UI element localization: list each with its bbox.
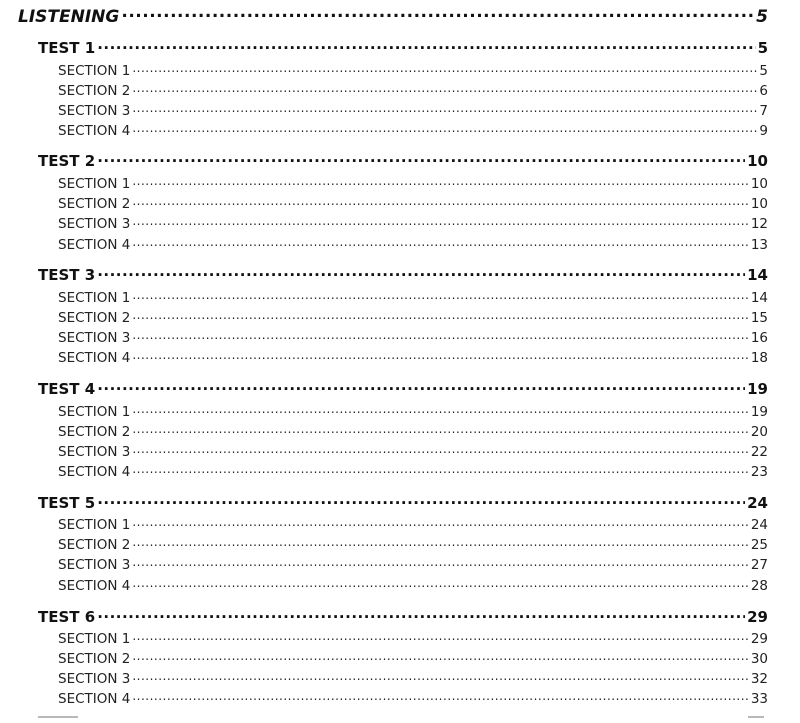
toc-test-1-section-1[interactable] [58, 61, 768, 80]
toc-leader [132, 629, 748, 643]
toc-page-number: 10 [747, 152, 768, 170]
toc-leader [132, 348, 748, 362]
toc-leader [132, 442, 748, 456]
toc-section-label: SECTION 1 [58, 516, 131, 533]
toc-leader [132, 235, 748, 249]
toc-section-label: SECTION 3 [58, 443, 131, 460]
toc-test-6-section-2[interactable] [58, 649, 768, 668]
toc-page-number: 29 [747, 608, 768, 626]
toc-section-label: SECTION 3 [58, 215, 131, 232]
toc-test-1-section-2[interactable] [58, 81, 768, 100]
toc-page-number: 24 [747, 494, 768, 512]
toc-leader [132, 174, 748, 188]
toc-leader [97, 265, 745, 280]
toc-test-3[interactable] [38, 265, 768, 285]
cropped-next-entry [38, 716, 78, 722]
toc-test-1-section-3[interactable] [58, 101, 768, 120]
toc-page-number: 7 [759, 102, 768, 119]
toc-test-2[interactable] [38, 151, 768, 171]
toc-page-number: 25 [750, 536, 768, 553]
toc-section-label: SECTION 2 [58, 650, 131, 667]
toc-section-label: SECTION 2 [58, 195, 131, 212]
toc-leader [97, 151, 745, 166]
toc-leader [132, 576, 748, 590]
toc-leader [97, 379, 745, 394]
toc-section-label: SECTION 1 [58, 403, 131, 420]
toc-leader [97, 38, 755, 53]
toc-test-5-section-3[interactable] [58, 555, 768, 574]
toc-test-4-section-4[interactable] [58, 462, 768, 481]
toc-page-number: 16 [750, 329, 768, 346]
toc-test-label: TEST 4 [38, 380, 96, 398]
toc-section-label: SECTION 4 [58, 690, 131, 707]
toc-page-number: 23 [750, 463, 768, 480]
toc-page-number: 24 [750, 516, 768, 533]
toc-leader [132, 214, 748, 228]
toc-test-4-section-3[interactable] [58, 442, 768, 461]
toc-page-number: 15 [750, 309, 768, 326]
toc-test-4-section-2[interactable] [58, 422, 768, 441]
toc-test-2-section-2[interactable] [58, 194, 768, 213]
toc-test-label: TEST 2 [38, 152, 96, 170]
toc-test-label: TEST 6 [38, 608, 96, 626]
toc-page-number: 32 [750, 670, 768, 687]
toc-section-label: SECTION 3 [58, 102, 131, 119]
toc-leader [132, 81, 757, 95]
toc-page-number: 13 [750, 236, 768, 253]
toc-leader [97, 493, 745, 508]
toc-page-number: 19 [747, 380, 768, 398]
toc-page-number: 5 [757, 39, 768, 57]
toc-test-2-section-4[interactable] [58, 235, 768, 254]
toc-leader [132, 649, 748, 663]
toc-leader [132, 515, 748, 529]
toc-test-5[interactable] [38, 493, 768, 513]
toc-test-4-section-1[interactable] [58, 402, 768, 421]
toc-page-number: 22 [750, 443, 768, 460]
toc-page-number: 20 [750, 423, 768, 440]
toc-leader [132, 669, 748, 683]
toc-test-3-section-2[interactable] [58, 308, 768, 327]
toc-test-label: TEST 3 [38, 266, 96, 284]
toc-test-3-section-1[interactable] [58, 288, 768, 307]
toc-test-6-section-1[interactable] [58, 629, 768, 648]
toc-page-number: 5 [759, 62, 768, 79]
toc-part-listening[interactable] [18, 5, 768, 27]
toc-page-number: 6 [759, 82, 768, 99]
toc-section-label: SECTION 4 [58, 122, 131, 139]
toc-section-label: SECTION 3 [58, 556, 131, 573]
toc-leader [132, 535, 748, 549]
toc-leader [121, 5, 754, 22]
toc-section-label: SECTION 4 [58, 349, 131, 366]
toc-part-label: LISTENING [18, 7, 120, 27]
toc-page-number: 14 [747, 266, 768, 284]
toc-section-label: SECTION 1 [58, 630, 131, 647]
toc-section-label: SECTION 2 [58, 536, 131, 553]
toc-test-3-section-4[interactable] [58, 348, 768, 367]
toc-section-label: SECTION 2 [58, 423, 131, 440]
toc-page-number: 14 [750, 289, 768, 306]
toc-leader [132, 689, 748, 703]
toc-page-number: 10 [750, 195, 768, 212]
toc-test-label: TEST 5 [38, 494, 96, 512]
toc-test-1[interactable] [38, 38, 768, 58]
toc-leader [132, 101, 757, 115]
toc-page-number: 19 [750, 403, 768, 420]
toc-page-number: 18 [750, 349, 768, 366]
toc-section-label: SECTION 1 [58, 175, 131, 192]
toc-page-number: 5 [756, 7, 768, 27]
toc-leader [132, 308, 748, 322]
toc-test-6-section-3[interactable] [58, 669, 768, 688]
cropped-next-page-number [748, 716, 764, 722]
toc-leader [132, 328, 748, 342]
toc-leader [132, 61, 757, 75]
toc-leader [132, 194, 748, 208]
toc-page-number: 27 [750, 556, 768, 573]
toc-section-label: SECTION 2 [58, 82, 131, 99]
toc-page-number: 12 [750, 215, 768, 232]
toc-section-label: SECTION 1 [58, 62, 131, 79]
toc-section-label: SECTION 4 [58, 236, 131, 253]
toc-test-1-section-4[interactable] [58, 121, 768, 140]
toc-page-number: 29 [750, 630, 768, 647]
toc-section-label: SECTION 3 [58, 329, 131, 346]
toc-section-label: SECTION 4 [58, 463, 131, 480]
toc-test-3-section-3[interactable] [58, 328, 768, 347]
toc-page-number: 28 [750, 577, 768, 594]
toc-leader [132, 422, 748, 436]
toc-leader [132, 402, 748, 416]
toc-page-number: 10 [750, 175, 768, 192]
toc-leader [132, 288, 748, 302]
toc-test-6-section-4[interactable] [58, 689, 768, 708]
toc-test-label: TEST 1 [38, 39, 96, 57]
toc-leader [97, 607, 745, 622]
toc-page-number: 33 [750, 690, 768, 707]
toc-page-number: 30 [750, 650, 768, 667]
toc-leader [132, 462, 748, 476]
toc-section-label: SECTION 4 [58, 577, 131, 594]
toc-test-6[interactable] [38, 607, 768, 627]
toc-test-5-section-4[interactable] [58, 576, 768, 595]
toc-section-label: SECTION 2 [58, 309, 131, 326]
toc-leader [132, 555, 748, 569]
toc-test-2-section-3[interactable] [58, 214, 768, 233]
toc-test-5-section-1[interactable] [58, 515, 768, 534]
toc-section-label: SECTION 1 [58, 289, 131, 306]
toc-test-5-section-2[interactable] [58, 535, 768, 554]
toc-leader [132, 121, 757, 135]
toc-test-4[interactable] [38, 379, 768, 399]
toc-page-number: 9 [759, 122, 768, 139]
toc-section-label: SECTION 3 [58, 670, 131, 687]
toc-test-2-section-1[interactable] [58, 174, 768, 193]
